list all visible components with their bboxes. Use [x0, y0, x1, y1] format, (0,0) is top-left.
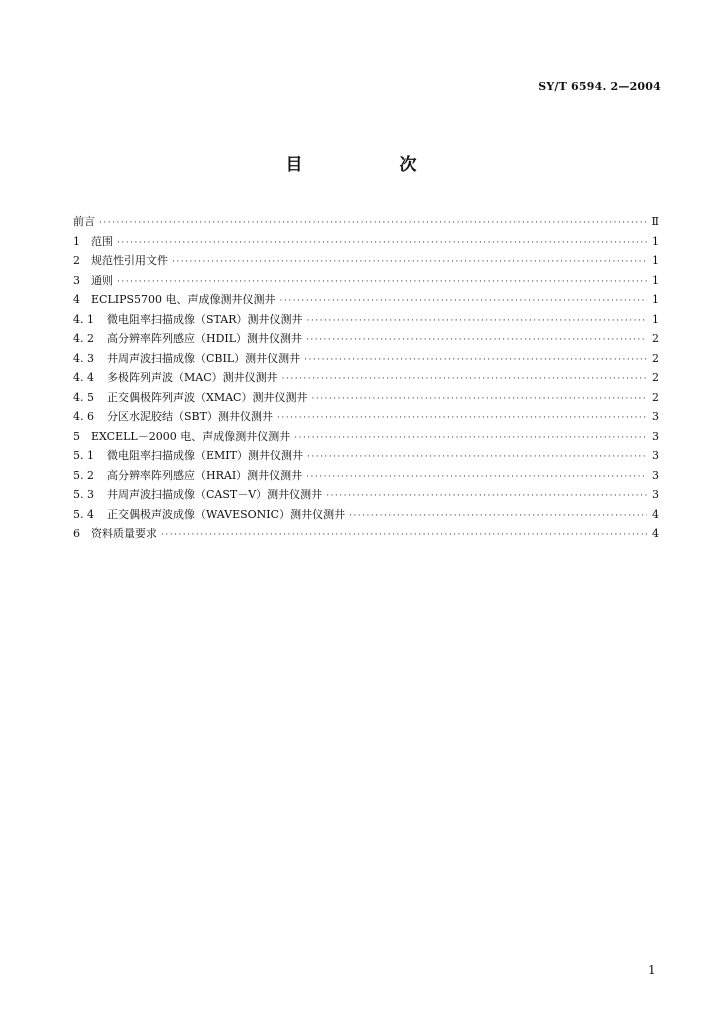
toc-entry-number: 3 — [73, 273, 80, 287]
page-title: 目 次 — [285, 155, 457, 175]
toc-dot-leader — [349, 507, 647, 527]
toc-entry-page: 2 — [652, 332, 659, 345]
toc-entry-title: 正交偶极阵列声波（XMAC）测井仪测井 — [107, 390, 308, 404]
toc-entry-number: 5 — [73, 429, 80, 443]
toc-entry-title: 范围 — [91, 234, 113, 248]
toc-entry-number: 5. 1 — [73, 449, 94, 462]
toc-entry-page: 3 — [652, 449, 659, 462]
toc-entry-title: 资料质量要求 — [91, 527, 157, 540]
toc-entry[interactable] — [73, 271, 659, 291]
toc-entry-title: 井周声波扫描成像（CAST－V）测井仪测井 — [107, 488, 323, 501]
toc-entry-page: 1 — [652, 273, 659, 287]
toc-entry-number: 1 — [73, 234, 80, 248]
toc-entry-title: 微电阻率扫描成像（EMIT）测井仪测井 — [107, 449, 303, 462]
toc-entry[interactable] — [73, 427, 659, 447]
toc-entry[interactable] — [73, 212, 659, 232]
toc-dot-leader — [307, 312, 648, 332]
toc-dot-leader — [307, 448, 647, 468]
toc-dot-leader — [326, 487, 647, 507]
toc-entry-title: 分区水泥胶结（SBT）测井仪测井 — [107, 410, 273, 423]
toc-entry-title: 正交偶极声波成像（WAVESONIC）测井仪测井 — [107, 507, 346, 521]
toc-entry-number: 4. 1 — [73, 312, 94, 326]
toc-entry[interactable] — [73, 466, 659, 486]
toc-entry-number: 5. 2 — [73, 468, 94, 482]
toc-entry-title: 多极阵列声波（MAC）测井仪测井 — [107, 371, 278, 384]
toc-entry-number: 4. 2 — [73, 332, 94, 345]
toc-entry-page: 2 — [652, 371, 659, 384]
toc-entry-page: 1 — [652, 254, 659, 267]
table-of-contents — [73, 212, 659, 544]
toc-entry-page: 3 — [652, 468, 659, 482]
toc-dot-leader — [306, 468, 647, 488]
toc-entry[interactable] — [73, 251, 659, 271]
toc-entry-page: 1 — [652, 234, 659, 248]
toc-entry-title: 高分辨率阵列感应（HDIL）测井仪测井 — [107, 332, 303, 345]
toc-entry-title: EXCELL－2000 电、声成像测井仪测井 — [91, 429, 291, 443]
toc-entry-title: 通则 — [91, 273, 113, 287]
toc-entry-page: Ⅱ — [651, 215, 659, 228]
toc-dot-leader — [172, 253, 647, 273]
toc-dot-leader — [277, 409, 647, 429]
toc-entry-page: 4 — [652, 507, 659, 521]
toc-entry-page: 2 — [652, 351, 659, 365]
toc-dot-leader — [306, 331, 647, 351]
toc-dot-leader — [311, 390, 647, 410]
toc-entry[interactable] — [73, 290, 659, 310]
toc-entry-title: 高分辨率阵列感应（HRAI）测井仪测井 — [107, 468, 303, 482]
toc-entry-number: 4. 4 — [73, 371, 94, 384]
toc-dot-leader — [161, 526, 647, 546]
toc-entry-number: 2 — [73, 254, 80, 267]
toc-entry[interactable] — [73, 524, 659, 544]
toc-entry-number: 6 — [73, 527, 80, 540]
toc-entry-number: 4. 5 — [73, 390, 94, 404]
toc-entry-number: 5. 3 — [73, 488, 94, 501]
toc-dot-leader — [304, 351, 647, 371]
toc-entry[interactable] — [73, 329, 659, 349]
toc-entry-page: 2 — [652, 390, 659, 404]
toc-dot-leader — [282, 370, 647, 390]
toc-dot-leader — [294, 429, 647, 449]
toc-entry[interactable] — [73, 368, 659, 388]
toc-entry-title: 规范性引用文件 — [91, 254, 168, 267]
toc-dot-leader — [99, 214, 647, 234]
toc-entry-title: 微电阻率扫描成像（STAR）测井仪测井 — [107, 312, 303, 326]
toc-entry-title: 井周声波扫描成像（CBIL）测井仪测井 — [107, 351, 301, 365]
toc-entry-page: 3 — [652, 410, 659, 423]
toc-dot-leader — [280, 292, 647, 312]
toc-entry-page: 1 — [652, 312, 659, 326]
toc-entry-number: 4. 3 — [73, 351, 94, 365]
toc-entry[interactable] — [73, 446, 659, 466]
toc-entry-number: 4. 6 — [73, 410, 94, 423]
toc-dot-leader — [117, 234, 647, 254]
toc-entry-page: 1 — [652, 293, 659, 306]
toc-entry[interactable] — [73, 485, 659, 505]
toc-entry-page: 3 — [652, 488, 659, 501]
toc-entry[interactable] — [73, 388, 659, 408]
toc-entry-title: ECLIPS5700 电、声成像测井仪测井 — [91, 293, 276, 306]
toc-entry[interactable] — [73, 310, 659, 330]
page-number: 1 — [648, 963, 656, 977]
toc-entry-number: 5. 4 — [73, 507, 94, 521]
toc-entry[interactable] — [73, 407, 659, 427]
toc-entry-page: 4 — [652, 527, 659, 540]
toc-entry-title: 前言 — [73, 215, 95, 228]
toc-entry[interactable] — [73, 505, 659, 525]
toc-entry-number: 4 — [73, 293, 80, 306]
toc-entry-page: 3 — [652, 429, 659, 443]
standard-code: SY/T 6594. 2—2004 — [538, 80, 661, 93]
toc-entry[interactable] — [73, 232, 659, 252]
toc-entry[interactable] — [73, 349, 659, 369]
